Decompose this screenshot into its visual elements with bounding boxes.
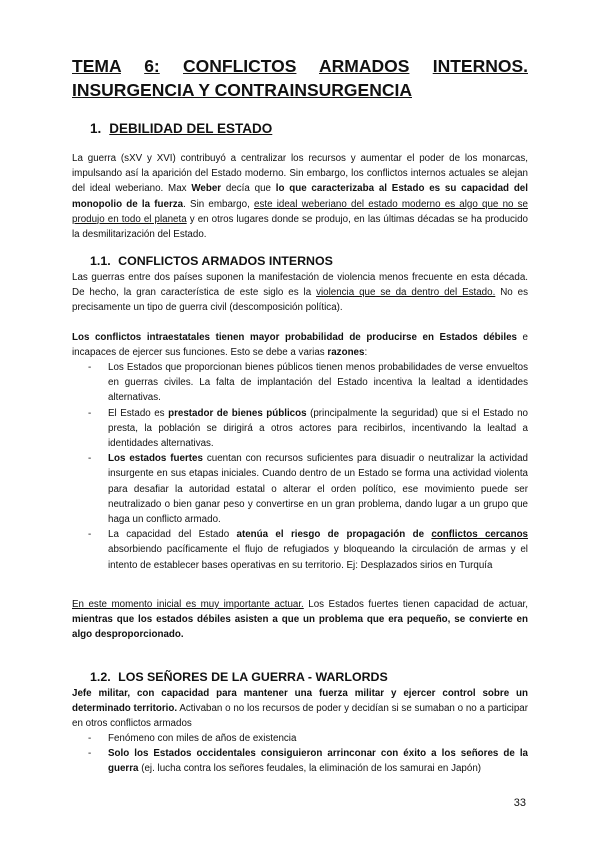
reasons-list xyxy=(72,360,528,573)
section-1-2-paragraph: Jefe militar, con capacidad para mantener una fuerza militar y ejercer control sobre un determinado territorio. Activaban o no los recursos de poder y decidían si se sumaban o no a participar en otros conflictos armados xyxy=(72,688,529,730)
list-item: - El Estado es prestador de bienes públicos (principalmente la seguridad) que si el Estado no presta, la población se dirigirá a otros actores para recibirlos, incentivando la lealtad a identidades alternativas. xyxy=(88,407,528,450)
list-item: - La capacidad del Estado atenúa el riesgo de propagación de conflictos cercanos absorbiendo pacíficamente el flujo de refugiados y bloqueando la circulación de armas y el intento de establecer bases operativas en su territorio. Ej: Desplazados sirios en Turquía xyxy=(88,529,529,571)
section-1-2-heading: 1.2. LOS SEÑORES DE LA GUERRA - WARLORDS xyxy=(90,670,388,684)
list-item: - Solo los Estados occidentales consiguieron arrinconar con éxito a los señores de la guerra (ej. lucha contra los señores feudales, la eliminación de los samurai en Japón) xyxy=(88,748,528,775)
section-1-heading: 1. DEBILIDAD DEL ESTADO xyxy=(90,121,273,136)
list-item: - Fenómeno con miles de años de existencia xyxy=(88,733,297,744)
warlords-list xyxy=(72,731,528,777)
title-line-2: INSURGENCIA Y CONTRAINSURGENCIA xyxy=(72,80,412,100)
list-item: - Los estados fuertes cuentan con recursos suficientes para disuadir o neutralizar la actividad insurgente en sus etapas iniciales. Cuando dentro de un Estado se forma una actividad violenta para desafiar la autoridad estatal o alterar el orden político, ese movimiento puede ser neutralizado o bien ganar peso y convertirse en un gran problema, dando lugar a un grupo que haga un conflicto armado. xyxy=(88,453,528,526)
section-1-1-heading: 1.1. CONFLICTOS ARMADOS INTERNOS xyxy=(90,254,333,268)
title-line-1: TEMA 6: CONFLICTOS ARMADOS INTERNOS. xyxy=(72,56,528,76)
page-title xyxy=(72,54,528,102)
section-1-1-paragraph-1: Las guerras entre dos países suponen la manifestación de violencia menos frecuente en esta década. De hecho, la gran característica de este siglo es la violencia que se da dentro del Estado. No es precisamente un tipo de guerra civil (descomposición política). xyxy=(72,272,529,314)
section-1-paragraph: La guerra (sXV y XVI) contribuyó a centralizar los recursos y aumentar el poder de los monarcas, impulsando así la aparición del Estado moderno. Sin embargo, los conflictos internos actuales se alejan del ideal weberiano. Max Weber decía que lo que caracterizaba al Estado es su capacidad del monopolio de la fuerza. Sin embargo, este ideal weberiano del estado moderno es algo que no se produjo en todo el planeta y en otros lugares donde se produjo, en las últimas décadas se ha producido la desmilitarización del Estado. xyxy=(72,153,529,241)
section-1-1-paragraph-3: En este momento inicial es muy importante actuar. Los Estados fuertes tienen capacidad de actuar, mientras que los estados débiles asisten a que un problema que era pequeño, se convierte en algo desproporcionado. xyxy=(72,599,528,641)
section-1-1-paragraph-2: Los conflictos intraestatales tienen mayor probabilidad de producirse en Estados débiles e incapaces de ejercer sus funciones. Esto se debe a varias razones: xyxy=(72,332,528,359)
page-number: 33 xyxy=(513,797,526,809)
list-item: - Los Estados que proporcionan bienes públicos tienen menos probabilidades de verse envueltos en guerras civiles. La falta de implantación del Estado incentiva la lealtad a identidades alternativas. xyxy=(88,362,528,404)
